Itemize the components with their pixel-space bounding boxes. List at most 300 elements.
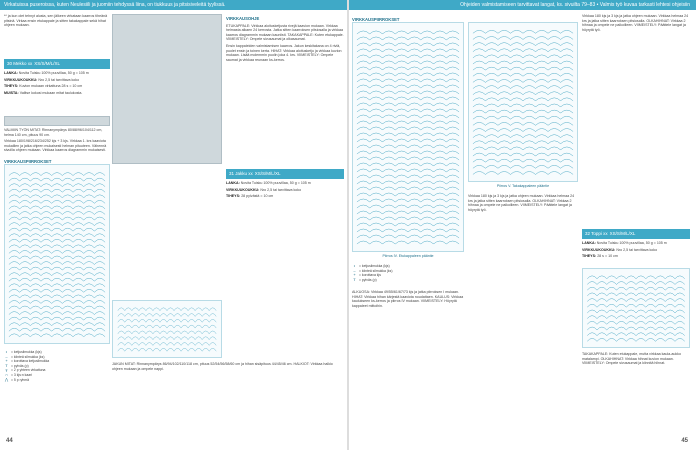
- stitch-arc: [62, 267, 73, 270]
- stitch-arc: [20, 195, 31, 198]
- stitch-arc: [9, 273, 20, 276]
- stitch-arc: [94, 267, 105, 270]
- stitch-arc: [73, 334, 84, 337]
- neckline-diagram-svg: [353, 23, 463, 251]
- stitch-arc: [118, 308, 125, 311]
- stitch-arc: [561, 92, 574, 95]
- stitch-arc: [188, 331, 195, 334]
- stitch-arc: [395, 61, 408, 64]
- stitch-arc: [473, 55, 486, 58]
- stitch-arc: [510, 79, 523, 82]
- stitch-arc: [30, 206, 41, 209]
- stitch-arc: [382, 187, 395, 190]
- stitch-arc: [125, 325, 132, 328]
- stitch-arc: [370, 49, 383, 52]
- stitch-arc: [94, 328, 105, 331]
- stitch-arc: [536, 36, 549, 39]
- stitch-arc: [408, 49, 421, 52]
- stitch-arc: [473, 104, 486, 107]
- stitch-arc: [434, 121, 447, 124]
- stitch-arc: [30, 289, 41, 292]
- stitch-arc: [30, 267, 41, 270]
- stitch-arc: [9, 317, 20, 320]
- stitch-arc: [510, 98, 523, 101]
- stitch-arc: [167, 325, 174, 328]
- stitch-arc: [52, 206, 63, 209]
- stitch-arc: [41, 284, 52, 287]
- stitch-arc: [408, 67, 421, 70]
- right-col-mid-body: Virkkaa 180 kjs ja 3 kjs ja jatka ohjeen mukaan. Virkkaa helmaa 24 krs ja jatka sitten kaarroksen pitsiosalla. OLKAHIHNAT: Virkkaa 2 hihnaa ja ompele ne paikoilleen. VIIMEISTELY: Päättele langat ja höyrytä työ.: [468, 194, 575, 212]
- stitch-arc: [675, 333, 685, 336]
- stitch-arc: [485, 147, 498, 150]
- stitch-arc: [656, 316, 666, 319]
- legend-symbol: +: [353, 272, 356, 278]
- stitch-arc: [20, 317, 31, 320]
- stitch-arc: [646, 293, 656, 296]
- stitch-arc: [370, 43, 383, 46]
- stitch-arc: [30, 217, 41, 220]
- stitch-arc: [382, 199, 395, 202]
- stitch-arc: [548, 49, 561, 52]
- stitch-arc: [30, 278, 41, 281]
- stitch-arc: [617, 276, 627, 279]
- stitch-arc: [408, 241, 421, 244]
- stitch-arc: [20, 228, 31, 231]
- right-diagram-title: VIRKKAUSPIIRROKSET: [352, 17, 400, 22]
- stitch-arc: [382, 85, 395, 88]
- stitch-arc: [382, 217, 395, 220]
- stitch-arc: [357, 181, 370, 184]
- stitch-arc: [73, 278, 84, 281]
- stitch-arc: [181, 343, 188, 346]
- stitch-arc: [485, 49, 498, 52]
- stitch-arc: [139, 325, 146, 328]
- stitch-arc: [434, 103, 447, 106]
- stitch-arc: [20, 184, 31, 187]
- stitch-arc: [395, 55, 408, 58]
- stitch-arc: [548, 92, 561, 95]
- stitch-arc: [382, 235, 395, 238]
- legend-label: = kiinteä silmukka (ks): [11, 354, 45, 359]
- stitch-arc: [434, 31, 447, 34]
- stitch-arc: [94, 217, 105, 220]
- stitch-arc: [370, 73, 383, 76]
- stitch-arc: [548, 55, 561, 58]
- stitch-arc: [30, 300, 41, 303]
- stitch-arc: [636, 276, 646, 279]
- stitch-arc: [370, 115, 383, 118]
- stitch-arc: [408, 121, 421, 124]
- stitch-arc: [665, 299, 675, 302]
- stitch-arc: [536, 129, 549, 132]
- stitch-arc: [20, 245, 31, 248]
- stitch-arc: [675, 338, 685, 341]
- photo-caption-block: [4, 128, 110, 156]
- stitch-arc: [523, 147, 536, 150]
- stitch-arc: [94, 245, 105, 248]
- stitch-arc: [357, 139, 370, 142]
- stitch-arc: [52, 239, 63, 242]
- stitch-arc: [20, 300, 31, 303]
- stitch-arc: [523, 55, 536, 58]
- stitch-arc: [395, 127, 408, 130]
- legend-label: = kiinteä silmukka (ks): [359, 268, 393, 273]
- stitch-arc: [9, 206, 20, 209]
- stitch-arc: [188, 343, 195, 346]
- stitch-arc: [94, 173, 105, 176]
- dress-crochet-diagram: [4, 164, 110, 344]
- stitch-arc: [62, 223, 73, 226]
- stitch-arc: [357, 169, 370, 172]
- stitch-arc: [434, 241, 447, 244]
- stitch-arc: [160, 308, 167, 311]
- stitch-arc: [209, 325, 216, 328]
- pattern3-hook: Nro 2,5 tai tarvittava koko: [616, 247, 658, 252]
- pattern2-hook: Nro 2,5 tai tarvittava koko: [260, 187, 302, 192]
- pattern2-title: 31 Jakku xx XS/S/M/L/XL: [226, 169, 344, 179]
- stitch-arc: [84, 184, 95, 187]
- stitch-arc: [52, 228, 63, 231]
- stitch-arc: [536, 55, 549, 58]
- stitch-arc: [395, 217, 408, 220]
- stitch-arc: [382, 223, 395, 226]
- stitch-arc: [607, 333, 617, 336]
- stitch-arc: [446, 181, 459, 184]
- stitch-arc: [421, 151, 434, 154]
- stitch-arc: [395, 43, 408, 46]
- stitch-arc: [73, 184, 84, 187]
- stitch-arc: [498, 116, 511, 119]
- stitch-arc: [446, 151, 459, 154]
- stitch-arc: [167, 308, 174, 311]
- stitch-arc: [9, 250, 20, 253]
- stitch-arc: [62, 334, 73, 337]
- stitch-arc: [62, 284, 73, 287]
- stitch-arc: [485, 104, 498, 107]
- stitch-arc: [73, 200, 84, 203]
- stitch-arc: [382, 31, 395, 34]
- stitch-arc: [421, 139, 434, 142]
- figure-diagrams-left: [112, 300, 222, 358]
- stitch-arc: [408, 229, 421, 232]
- stitch-arc: [41, 278, 52, 281]
- stitch-arc: [62, 256, 73, 259]
- stitch-arc: [587, 333, 597, 336]
- right-mid-text: [352, 290, 464, 440]
- stitch-arc: [174, 331, 181, 334]
- stitch-arc: [357, 79, 370, 82]
- stitch-arc: [94, 178, 105, 181]
- stitch-arc: [139, 308, 146, 311]
- stitch-arc: [548, 122, 561, 125]
- stitch-arc: [62, 300, 73, 303]
- stitch-arc: [561, 98, 574, 101]
- stitch-arc: [41, 317, 52, 320]
- stitch-arc: [434, 151, 447, 154]
- stitch-arc: [421, 193, 434, 196]
- stitch-arc: [498, 67, 511, 70]
- stitch-arc: [94, 250, 105, 253]
- stitch-arc: [523, 92, 536, 95]
- stitch-arc: [421, 115, 434, 118]
- stitch-arc: [84, 273, 95, 276]
- stitch-arc: [675, 282, 685, 285]
- stitch-arc: [9, 328, 20, 331]
- stitch-arc: [62, 317, 73, 320]
- stitch-arc: [9, 295, 20, 298]
- stitch-arc: [84, 228, 95, 231]
- stitch-arc: [52, 300, 63, 303]
- stitch-arc: [561, 79, 574, 82]
- stitch-arc: [357, 55, 370, 58]
- stitch-arc: [617, 310, 627, 313]
- stitch-arc: [84, 295, 95, 298]
- stitch-arc: [20, 328, 31, 331]
- stitch-arc: [41, 239, 52, 242]
- stitch-arc: [73, 245, 84, 248]
- stitch-arc: [174, 325, 181, 328]
- stitch-arc: [20, 267, 31, 270]
- stitch-arc: [421, 223, 434, 226]
- stitch-arc: [498, 135, 511, 138]
- right-mid-body: ALKUOSA: Virkkaa 49/55/61/67/73 kjs ja jatka piirroksen I mukaan. HIHAT: Virkkaa hihan kärjestä kaaviota noudattaen. KAULUS: Virkkaa kaulukseen ks-kerros ja piirros IV mukaan. VIIMEISTELY: Höyrytä kappaleet mittoihin.: [352, 290, 464, 308]
- col3-block: [226, 14, 344, 164]
- stitch-arc: [382, 55, 395, 58]
- stitch-arc: [523, 98, 536, 101]
- stitch-arc: [434, 49, 447, 52]
- stitch-arc: [523, 30, 536, 33]
- page-spine: [347, 0, 349, 450]
- stitch-arc: [188, 308, 195, 311]
- stitch-arc: [408, 43, 421, 46]
- instructions-title: VIRKKAUSOHJE: [226, 16, 260, 21]
- stitch-arc: [446, 103, 459, 106]
- stitch-arc: [548, 36, 561, 39]
- right-col-text: [582, 14, 690, 224]
- stitch-arc: [125, 314, 132, 317]
- stitch-arc: [636, 282, 646, 285]
- stitch-arc: [9, 289, 20, 292]
- stitch-arc: [607, 276, 617, 279]
- stitch-arc: [84, 178, 95, 181]
- stitch-arc: [84, 189, 95, 192]
- stitch-arc: [485, 159, 498, 162]
- stitch-arc: [84, 278, 95, 281]
- stitch-arc: [646, 321, 656, 324]
- stitch-arc: [9, 178, 20, 181]
- stitch-arc: [617, 316, 627, 319]
- stitch-arc: [84, 206, 95, 209]
- stitch-arc: [41, 228, 52, 231]
- stitch-arc: [510, 147, 523, 150]
- stitch-arc: [446, 79, 459, 82]
- stitch-arc: [626, 287, 636, 290]
- stitch-arc: [626, 304, 636, 307]
- stitch-arc: [153, 319, 160, 322]
- stitch-arc: [561, 129, 574, 132]
- stitch-arc: [167, 314, 174, 317]
- stitch-arc: [125, 331, 132, 334]
- stitch-arc: [357, 97, 370, 100]
- stitch-arc: [421, 103, 434, 106]
- stitch-arc: [548, 129, 561, 132]
- stitch-arc: [370, 223, 383, 226]
- legend-label: = 3 kjs:n kaari: [11, 372, 33, 377]
- stitch-arc: [146, 325, 153, 328]
- stitch-arc: [370, 199, 383, 202]
- legend-symbol: ∩: [5, 372, 8, 378]
- stitch-arc: [62, 323, 73, 326]
- stitch-arc: [408, 223, 421, 226]
- stitch-arc: [73, 195, 84, 198]
- stitch-arc: [626, 333, 636, 336]
- stitch-arc: [498, 141, 511, 144]
- stitch-arc: [607, 310, 617, 313]
- stitch-arc: [395, 205, 408, 208]
- stitch-arc: [125, 308, 132, 311]
- stitch-arc: [30, 328, 41, 331]
- stitch-arc: [408, 145, 421, 148]
- stitch-arc: [408, 97, 421, 100]
- col1-body: Virkkaa 180/198/216/234/252 kjs + 3 kjs. Virkkaa 1. krs kaaviota mukaillen ja jatka ohjeen mukaisesti helman pituuteen. Vähennä sivuilla ohjeen mukaan. Virkkaa kaarros diagrammin mukaisesti.: [4, 139, 107, 153]
- dress-photo-strip: [4, 116, 110, 126]
- stitch-arc: [20, 312, 31, 315]
- stitch-arc: [395, 211, 408, 214]
- stitch-arc: [434, 73, 447, 76]
- stitch-arc: [73, 189, 84, 192]
- stitch-arc: [510, 67, 523, 70]
- stitch-arc: [561, 36, 574, 39]
- stitch-arc: [94, 206, 105, 209]
- stitch-arc: [395, 169, 408, 172]
- stitch-arc: [434, 85, 447, 88]
- page-header-left: Virkatuissa puseroissa, kuten Neulesiili ja juomiin tehdyssä liina, on tiukkuus ja pitsisiveleitä tyylissä.: [0, 0, 347, 10]
- stitch-arc: [446, 223, 459, 226]
- stitch-arc: [473, 122, 486, 125]
- stitch-arc: [370, 145, 383, 148]
- stitch-arc: [597, 282, 607, 285]
- stitch-arc: [408, 133, 421, 136]
- stitch-arc: [607, 321, 617, 324]
- stitch-arc: [20, 223, 31, 226]
- stitch-arc: [94, 189, 105, 192]
- stitch-arc: [52, 312, 63, 315]
- stitch-arc: [382, 115, 395, 118]
- stitch-arc: [73, 173, 84, 176]
- stitch-arc: [421, 97, 434, 100]
- stitch-arc: [617, 321, 627, 324]
- stitch-arc: [146, 348, 153, 351]
- stitch-arc: [536, 30, 549, 33]
- diagram-caption-1: Piirros IV. Etukappaleen pääntie: [382, 254, 434, 258]
- pattern1-note: Valitse kokosi mukaan mitat taulukosta.: [19, 90, 83, 95]
- stitch-arc: [174, 314, 181, 317]
- legend-item: [352, 278, 464, 283]
- stitch-arc: [665, 276, 675, 279]
- stitch-arc: [636, 327, 646, 330]
- stitch-arc: [597, 316, 607, 319]
- stitch-arc: [52, 328, 63, 331]
- stitch-arc: [62, 295, 73, 298]
- neckline-diagram: [352, 22, 464, 252]
- sleeve-diagram-svg: [469, 23, 577, 181]
- legend-left: [4, 350, 110, 382]
- stitch-arc: [587, 321, 597, 324]
- stitch-arc: [62, 262, 73, 265]
- stitch-arc: [498, 92, 511, 95]
- stitch-arc: [146, 331, 153, 334]
- stitch-arc: [434, 181, 447, 184]
- stitch-arc: [181, 337, 188, 340]
- stitch-arc: [30, 323, 41, 326]
- stitch-arc: [446, 127, 459, 130]
- top-diagram-svg: [583, 269, 689, 347]
- stitch-arc: [395, 223, 408, 226]
- stitch-arc: [675, 304, 685, 307]
- stitch-arc: [617, 293, 627, 296]
- stitch-arc: [548, 86, 561, 89]
- stitch-arc: [167, 337, 174, 340]
- stitch-arc: [20, 217, 31, 220]
- stitch-arc: [382, 103, 395, 106]
- stitch-arc: [9, 267, 20, 270]
- stitch-arc: [84, 234, 95, 237]
- stitch-arc: [370, 235, 383, 238]
- stitch-arc: [30, 273, 41, 276]
- stitch-arc: [9, 173, 20, 176]
- stitch-arc: [370, 37, 383, 40]
- stitch-arc: [382, 91, 395, 94]
- stitch-arc: [523, 159, 536, 162]
- stitch-arc: [9, 217, 20, 220]
- stitch-arc: [485, 165, 498, 168]
- stitch-arc: [9, 184, 20, 187]
- stitch-arc: [421, 43, 434, 46]
- stitch-arc: [132, 337, 139, 340]
- stitch-arc: [9, 200, 20, 203]
- stitch-arc: [84, 195, 95, 198]
- pattern3-title: 32 Toppi xx XS/S/M/L/XL: [582, 229, 690, 239]
- stitch-arc: [656, 293, 666, 296]
- stitch-arc: [617, 304, 627, 307]
- stitch-arc: [485, 67, 498, 70]
- stitch-arc: [434, 199, 447, 202]
- stitch-arc: [434, 61, 447, 64]
- stitch-arc: [510, 30, 523, 33]
- stitch-arc: [434, 223, 447, 226]
- pattern3-block: 32 Toppi xx XS/S/M/L/XL LANKA: Novita Tuisku 100% puuvillaa, 50 g = 105 m VIRKKUUKOUKKU: Nro 2,5 tai tarvittava koko TIHEYS: 28 s = 10 cm: [582, 226, 690, 266]
- stitch-arc: [188, 348, 195, 351]
- stitch-arc: [473, 116, 486, 119]
- stitch-arc: [30, 234, 41, 237]
- stitch-arc: [62, 250, 73, 253]
- dress-diagram-svg: [5, 165, 109, 343]
- stitch-arc: [357, 151, 370, 154]
- stitch-arc: [41, 306, 52, 309]
- stitch-arc: [382, 61, 395, 64]
- stitch-arc: [382, 49, 395, 52]
- stitch-arc: [523, 104, 536, 107]
- stitch-arc: [139, 331, 146, 334]
- stitch-arc: [446, 139, 459, 142]
- stitch-arc: [656, 338, 666, 341]
- stitch-arc: [84, 173, 95, 176]
- stitch-arc: [408, 139, 421, 142]
- stitch-arc: [118, 348, 125, 351]
- stitch-arc: [561, 110, 574, 113]
- stitch-arc: [473, 79, 486, 82]
- stitch-arc: [125, 343, 132, 346]
